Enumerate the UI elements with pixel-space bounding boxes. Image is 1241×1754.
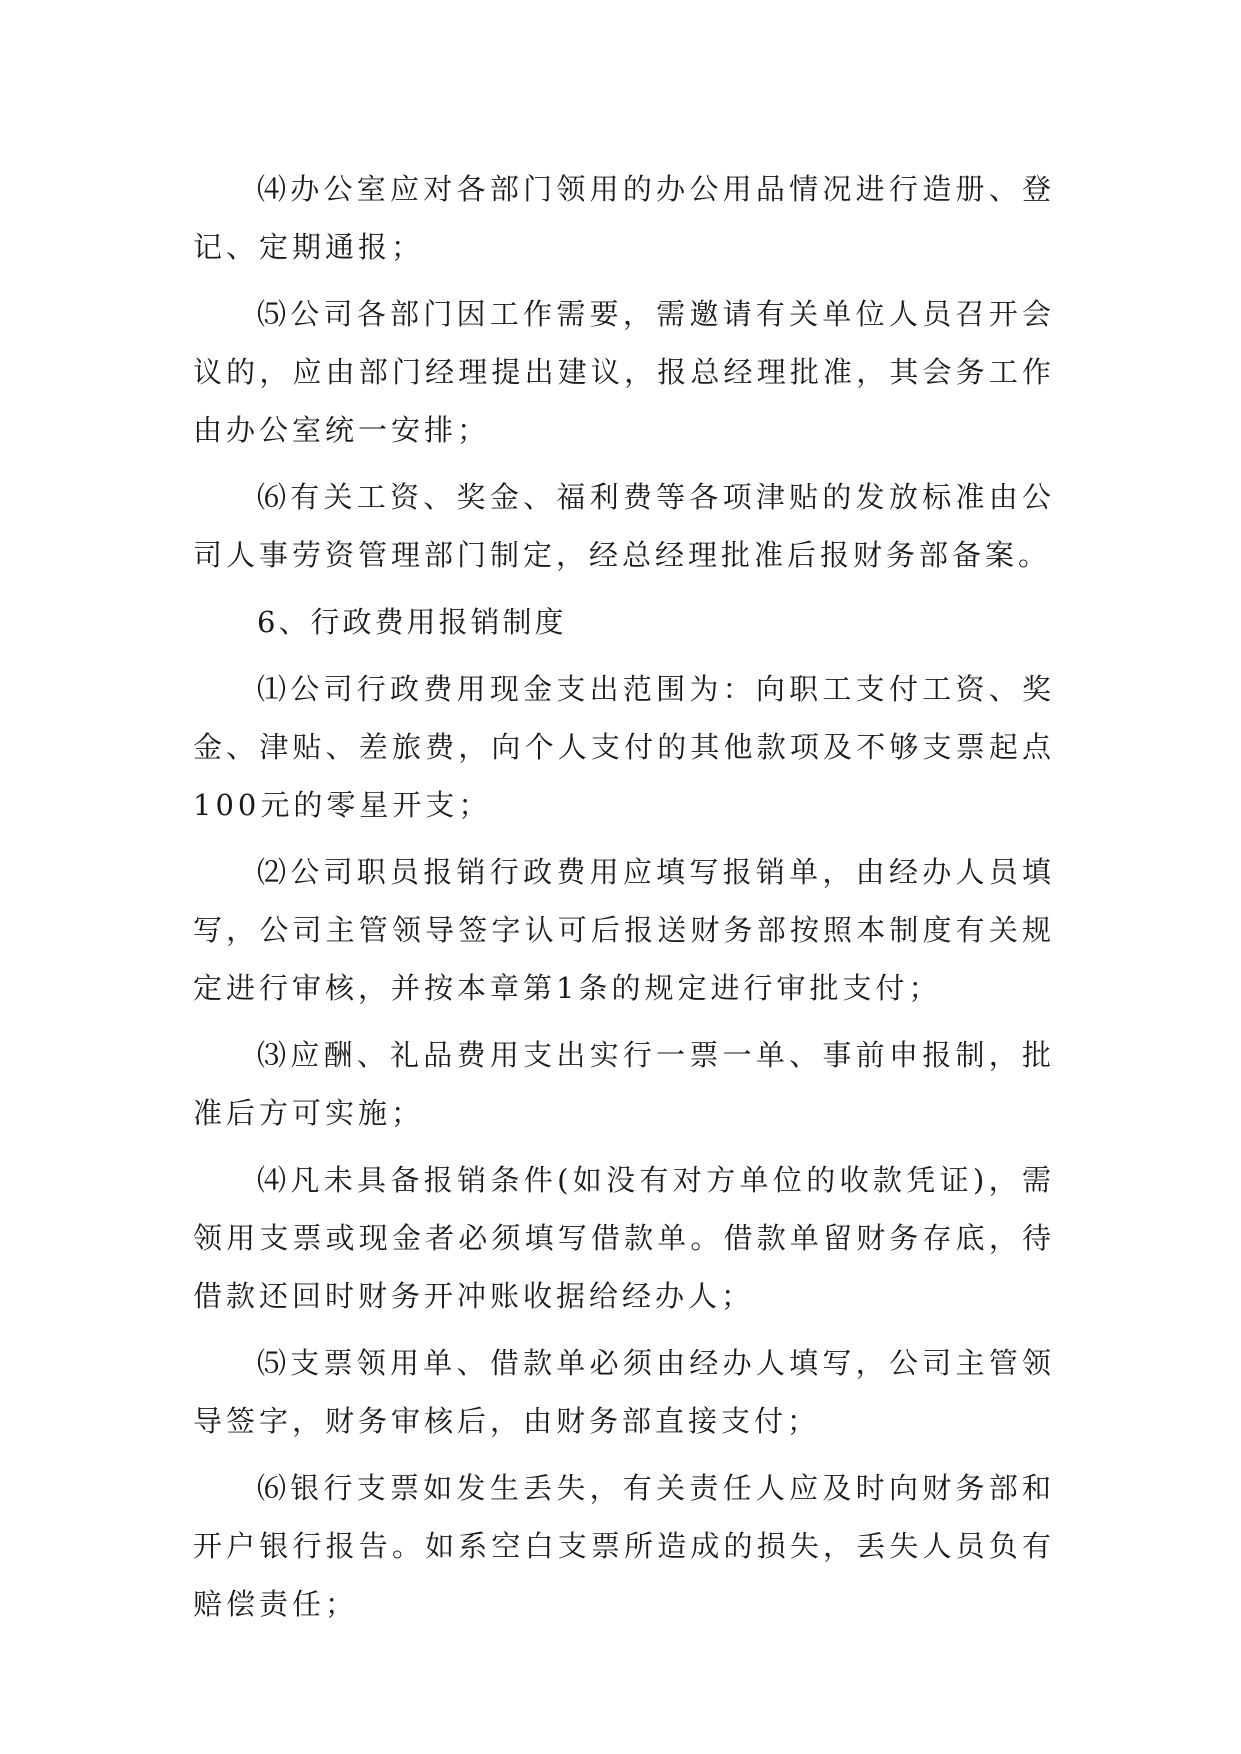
paragraph-loan-slip: ⑷凡未具备报销条件(如没有对方单位的收款凭证)，需领用支票或现金者必须填写借款单。借款单留财务存底，待借款还回时财务开冲账收据给经办人；: [193, 1163, 1055, 1313]
paragraph-salary-standards: ⑹有关工资、奖金、福利费等各项津贴的发放标准由公司人事劳资管理部门制定，经总经理批准后报财务部备案。: [193, 480, 1055, 572]
paragraph-entertainment-gifts: ⑶应酬、礼品费用支出实行一票一单、事前申报制，批准后方可实施；: [193, 1038, 1055, 1130]
paragraph-cash-expenditure-scope: ⑴公司行政费用现金支出范围为：向职工支付工资、奖金、津贴、差旅费，向个人支付的其他款项及不够支票起点100元的零星开支；: [193, 672, 1055, 822]
section-heading-admin-expense-reimbursement: 6、行政费用报销制度: [257, 605, 567, 639]
paragraph-lost-cheque: ⑹银行支票如发生丢失，有关责任人应及时向财务部和开户银行报告。如系空白支票所造成的损失，丢失人员负有赔偿责任；: [193, 1471, 1055, 1621]
paragraph-cheque-requisition: ⑸支票领用单、借款单必须由经办人填写，公司主管领导签字，财务审核后，由财务部直接支付；: [193, 1346, 1055, 1438]
paragraph-reimbursement-form: ⑵公司职员报销行政费用应填写报销单，由经办人员填写，公司主管领导签字认可后报送财务部按照本制度有关规定进行审核，并按本章第1条的规定进行审批支付；: [193, 855, 1055, 1005]
paragraph-office-supplies-register: ⑷办公室应对各部门领用的办公用品情况进行造册、登记、定期通报；: [193, 172, 1055, 264]
paragraph-meeting-arrangement: ⑸公司各部门因工作需要，需邀请有关单位人员召开会议的，应由部门经理提出建议，报总经理批准，其会务工作由办公室统一安排；: [193, 297, 1055, 447]
document-body: [193, 160, 1055, 1642]
